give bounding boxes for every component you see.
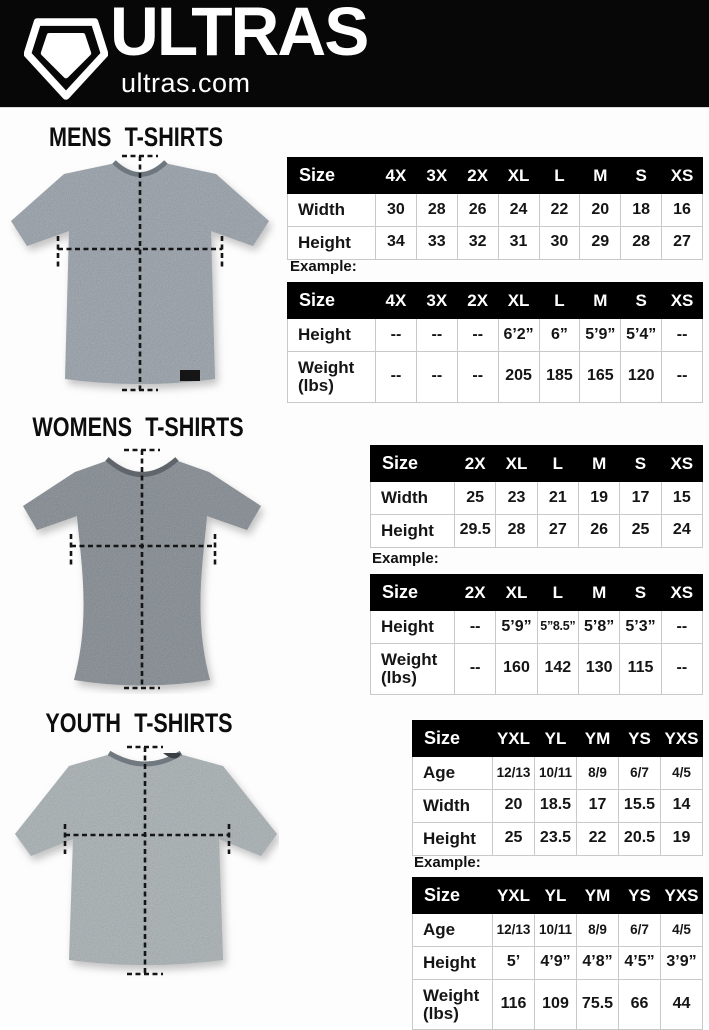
table-row xyxy=(371,611,703,644)
size-column-header: 3X xyxy=(416,283,457,319)
size-column-header: YL xyxy=(535,878,577,914)
size-column-label: Size xyxy=(288,158,376,194)
table-cell: 26 xyxy=(578,514,619,547)
table-cell: -- xyxy=(662,351,703,402)
table-cell: 4’9” xyxy=(535,946,577,979)
table-cell: 44 xyxy=(661,979,703,1030)
table-cell: 24 xyxy=(661,514,702,547)
table-cell: 5’9” xyxy=(580,319,621,352)
table-cell: 10/11 xyxy=(535,757,577,790)
table-cell: 5’4” xyxy=(621,319,662,352)
table-cell: 34 xyxy=(376,226,417,259)
table-cell: 18 xyxy=(621,194,662,227)
mens-tshirt-image xyxy=(4,147,276,402)
table-row xyxy=(413,822,703,855)
size-column-header: S xyxy=(620,575,661,611)
table-row xyxy=(413,914,703,947)
table-cell: 4’5” xyxy=(619,946,661,979)
size-column-label: Size xyxy=(413,878,493,914)
table-cell: 18.5 xyxy=(535,789,577,822)
size-column-header: L xyxy=(537,446,578,482)
table-cell: 5’9” xyxy=(496,611,537,644)
size-column-header: S xyxy=(621,158,662,194)
table-row xyxy=(371,643,703,694)
size-column-header: YXL xyxy=(493,721,535,757)
table-cell: -- xyxy=(376,351,417,402)
table-cell: 160 xyxy=(496,643,537,694)
table-cell: 8/9 xyxy=(577,757,619,790)
size-column-header: S xyxy=(620,446,661,482)
size-column-header: 2X xyxy=(455,446,496,482)
table-cell: 130 xyxy=(578,643,619,694)
size-column-header: 2X xyxy=(457,283,498,319)
table-cell: 6/7 xyxy=(619,914,661,947)
table-cell: 32 xyxy=(457,226,498,259)
shirt-tag xyxy=(180,370,200,381)
row-label: Height xyxy=(288,319,376,352)
size-column-header: L xyxy=(539,283,580,319)
table-cell: 185 xyxy=(539,351,580,402)
table-cell: 165 xyxy=(580,351,621,402)
table-cell: 5”8.5” xyxy=(537,611,578,644)
size-column-header: XS xyxy=(661,446,702,482)
size-column-header: XS xyxy=(661,575,702,611)
table-cell: 30 xyxy=(376,194,417,227)
table-cell: 19 xyxy=(578,482,619,515)
table-cell: 66 xyxy=(619,979,661,1030)
row-label: Age xyxy=(413,914,493,947)
size-column-header: YL xyxy=(535,721,577,757)
table-cell: 28 xyxy=(496,514,537,547)
womens-example-table xyxy=(370,574,703,695)
table-cell: 28 xyxy=(621,226,662,259)
size-column-label: Size xyxy=(371,575,455,611)
size-column-header: M xyxy=(578,446,619,482)
table-cell: 10/11 xyxy=(535,914,577,947)
table-row xyxy=(371,482,703,515)
table-cell: 4/5 xyxy=(661,757,703,790)
size-column-header: L xyxy=(539,158,580,194)
table-cell: 20.5 xyxy=(619,822,661,855)
table-cell: -- xyxy=(376,319,417,352)
table-cell: 6/7 xyxy=(619,757,661,790)
mens-example-label: Example: xyxy=(290,258,357,275)
table-cell: -- xyxy=(457,351,498,402)
ultras-logo-icon xyxy=(24,7,108,101)
size-column-header: YXS xyxy=(661,878,703,914)
row-label: Height xyxy=(288,226,376,259)
brand-title: ULTRAS xyxy=(110,0,368,70)
row-label: Weight (lbs) xyxy=(371,643,455,694)
size-column-header: XL xyxy=(496,575,537,611)
table-cell: 25 xyxy=(620,514,661,547)
table-cell: 16 xyxy=(662,194,703,227)
table-cell: 3’9” xyxy=(661,946,703,979)
row-label: Height xyxy=(413,946,493,979)
table-row xyxy=(413,946,703,979)
header xyxy=(0,0,709,108)
size-column-header: 2X xyxy=(457,158,498,194)
youth-example-table xyxy=(412,877,703,1030)
table-cell: 29 xyxy=(580,226,621,259)
size-column-header: XL xyxy=(498,283,539,319)
row-label: Width xyxy=(288,194,376,227)
row-label: Width xyxy=(371,482,455,515)
size-column-header: 2X xyxy=(455,575,496,611)
table-cell: 27 xyxy=(537,514,578,547)
table-cell: 75.5 xyxy=(577,979,619,1030)
section-title-womens: WOMENS T-SHIRTS xyxy=(32,412,244,442)
table-cell: 31 xyxy=(498,226,539,259)
table-cell: 15 xyxy=(661,482,702,515)
table-cell: 22 xyxy=(539,194,580,227)
row-label: Weight (lbs) xyxy=(288,351,376,402)
table-cell: -- xyxy=(455,643,496,694)
size-column-header: XL xyxy=(496,446,537,482)
table-cell: 25 xyxy=(455,482,496,515)
row-label: Height xyxy=(413,822,493,855)
table-cell: -- xyxy=(455,611,496,644)
table-cell: 12/13 xyxy=(493,914,535,947)
table-cell: 116 xyxy=(493,979,535,1030)
size-column-header: YXS xyxy=(661,721,703,757)
size-column-header: XS xyxy=(662,283,703,319)
table-cell: 28 xyxy=(416,194,457,227)
table-cell: -- xyxy=(416,319,457,352)
womens-size-table xyxy=(370,445,703,548)
womens-example-label: Example: xyxy=(372,550,439,567)
size-column-header: YXL xyxy=(493,878,535,914)
size-column-header: M xyxy=(580,158,621,194)
table-row xyxy=(371,514,703,547)
table-cell: 14 xyxy=(661,789,703,822)
size-column-header: YS xyxy=(619,721,661,757)
table-cell: 109 xyxy=(535,979,577,1030)
youth-tshirt-image xyxy=(7,742,279,982)
row-label: Width xyxy=(413,789,493,822)
size-column-label: Size xyxy=(413,721,493,757)
table-row xyxy=(413,979,703,1030)
table-cell: 23.5 xyxy=(535,822,577,855)
youth-example-label: Example: xyxy=(414,854,481,871)
size-column-label: Size xyxy=(371,446,455,482)
table-cell: 25 xyxy=(493,822,535,855)
size-column-header: S xyxy=(621,283,662,319)
mens-example-table xyxy=(287,282,703,403)
table-row xyxy=(288,351,703,402)
size-column-header: YM xyxy=(577,878,619,914)
section-title-mens: MENS T-SHIRTS xyxy=(48,122,224,152)
womens-tshirt-image xyxy=(11,442,273,694)
mens-size-table xyxy=(287,157,703,260)
table-row xyxy=(288,194,703,227)
row-label: Weight (lbs) xyxy=(413,979,493,1030)
table-cell: -- xyxy=(662,319,703,352)
table-cell: 21 xyxy=(537,482,578,515)
table-cell: 4/5 xyxy=(661,914,703,947)
size-column-header: YS xyxy=(619,878,661,914)
table-row xyxy=(288,319,703,352)
table-cell: 120 xyxy=(621,351,662,402)
table-cell: 19 xyxy=(661,822,703,855)
youth-size-table xyxy=(412,720,703,856)
table-cell: 17 xyxy=(620,482,661,515)
table-cell: 20 xyxy=(493,789,535,822)
table-row xyxy=(413,789,703,822)
table-cell: 8/9 xyxy=(577,914,619,947)
table-cell: 26 xyxy=(457,194,498,227)
size-column-header: M xyxy=(578,575,619,611)
size-column-header: XS xyxy=(662,158,703,194)
table-cell: 30 xyxy=(539,226,580,259)
table-cell: 5’ xyxy=(493,946,535,979)
size-column-label: Size xyxy=(288,283,376,319)
table-row xyxy=(413,757,703,790)
table-cell: 27 xyxy=(662,226,703,259)
table-cell: 6” xyxy=(539,319,580,352)
row-label: Height xyxy=(371,514,455,547)
table-cell: 12/13 xyxy=(493,757,535,790)
table-cell: 23 xyxy=(496,482,537,515)
table-cell: 205 xyxy=(498,351,539,402)
size-column-header: 4X xyxy=(376,283,417,319)
table-cell: 22 xyxy=(577,822,619,855)
size-column-header: YM xyxy=(577,721,619,757)
table-cell: 5’8” xyxy=(578,611,619,644)
row-label: Height xyxy=(371,611,455,644)
table-cell: 4’8” xyxy=(577,946,619,979)
table-cell: 20 xyxy=(580,194,621,227)
table-cell: 33 xyxy=(416,226,457,259)
table-cell: 5’3” xyxy=(620,611,661,644)
table-cell: 115 xyxy=(620,643,661,694)
site-url: ultras.com xyxy=(121,68,251,98)
row-label: Age xyxy=(413,757,493,790)
table-cell: 29.5 xyxy=(455,514,496,547)
table-cell: 15.5 xyxy=(619,789,661,822)
table-cell: 6’2” xyxy=(498,319,539,352)
table-cell: -- xyxy=(661,643,702,694)
table-cell: 142 xyxy=(537,643,578,694)
size-column-header: 3X xyxy=(416,158,457,194)
section-title-youth: YOUTH T-SHIRTS xyxy=(45,708,233,738)
size-column-header: L xyxy=(537,575,578,611)
table-cell: -- xyxy=(457,319,498,352)
size-column-header: 4X xyxy=(376,158,417,194)
table-cell: 17 xyxy=(577,789,619,822)
table-cell: -- xyxy=(661,611,702,644)
table-cell: 24 xyxy=(498,194,539,227)
size-column-header: M xyxy=(580,283,621,319)
table-cell: -- xyxy=(416,351,457,402)
size-column-header: XL xyxy=(498,158,539,194)
table-row xyxy=(288,226,703,259)
